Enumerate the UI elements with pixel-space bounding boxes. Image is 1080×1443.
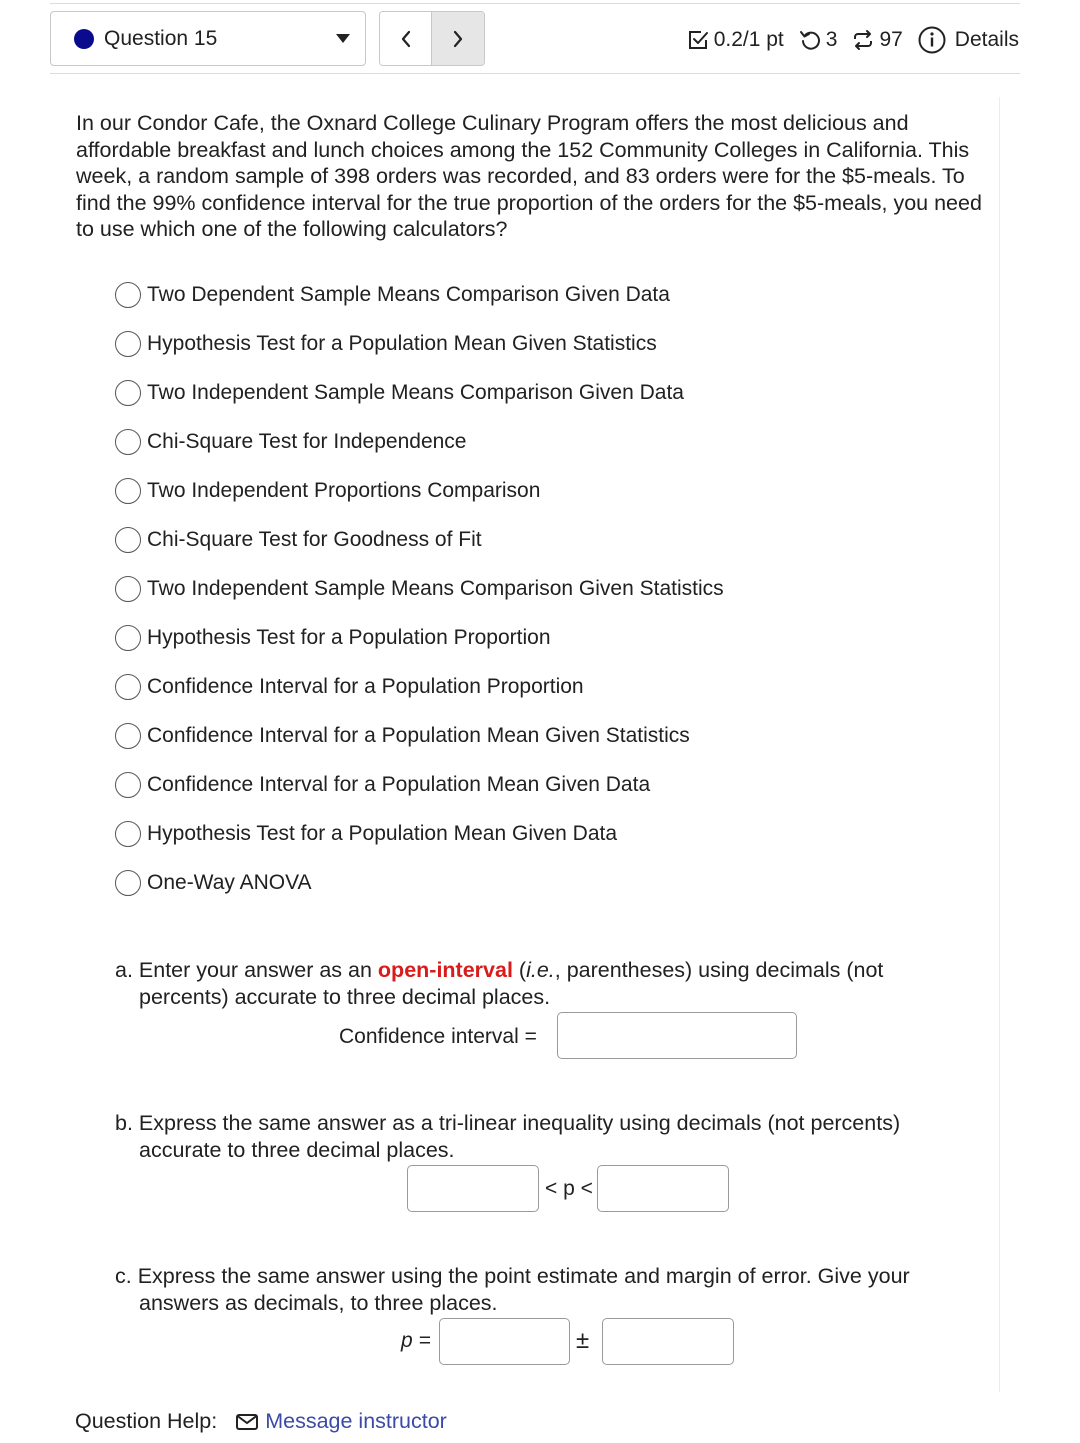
question-selector-label: Question 15 <box>104 26 218 50</box>
answer-option-label: Confidence Interval for a Population Mean Given Data <box>147 772 651 796</box>
answer-option-label: Hypothesis Test for a Population Proportion <box>147 625 551 649</box>
open-interval-highlight: open-interval <box>377 958 513 982</box>
answer-option[interactable] <box>115 270 724 319</box>
top-divider <box>50 3 1020 4</box>
question-help <box>75 1409 447 1434</box>
part-a <box>115 957 975 1010</box>
part-a-instructions <box>115 957 975 1010</box>
question-nav <box>379 11 485 66</box>
part-a-prefix: a. Enter your answer as an <box>115 958 378 982</box>
answer-option-label: Two Independent Sample Means Comparison Given Statistics <box>147 576 724 600</box>
radio-button[interactable] <box>115 870 141 896</box>
question-help-label: Question Help: <box>75 1409 218 1433</box>
message-instructor-link[interactable] <box>235 1409 447 1434</box>
answer-option[interactable] <box>115 417 724 466</box>
repeat-icon <box>851 28 875 52</box>
previous-question-button[interactable] <box>380 12 432 65</box>
radio-button[interactable] <box>115 723 141 749</box>
score-text: 0.2/1 pt <box>713 28 784 51</box>
part-b <box>115 1110 975 1163</box>
part-c-instructions: c. Express the same answer using the point estimate and margin of error. Give your answers as decimals, to three places. <box>115 1264 910 1315</box>
part-b-instructions: b. Express the same answer as a tri-linear inequality using decimals (not percents) accurate to three decimal places. <box>115 1111 901 1162</box>
answer-option-label: Two Independent Sample Means Comparison Given Data <box>147 380 684 404</box>
answer-option-label: Chi-Square Test for Independence <box>147 429 467 453</box>
caret-down-icon <box>336 34 350 43</box>
inequality-middle-label: < p < <box>545 1177 593 1200</box>
retries-indicator <box>798 28 838 52</box>
radio-button[interactable] <box>115 429 141 455</box>
answer-option[interactable] <box>115 711 724 760</box>
lower-bound-input[interactable] <box>407 1165 539 1212</box>
part-a-ie: i.e. <box>526 958 555 982</box>
answer-option-label: Two Independent Proportions Comparison <box>147 478 541 502</box>
attempts-indicator <box>851 28 902 52</box>
part-c <box>115 1263 975 1316</box>
radio-button[interactable] <box>115 674 141 700</box>
margin-of-error-input[interactable] <box>602 1318 734 1365</box>
radio-button[interactable] <box>115 625 141 651</box>
details-label: Details <box>954 28 1019 51</box>
answer-option[interactable] <box>115 564 724 613</box>
answer-option[interactable] <box>115 466 724 515</box>
radio-button[interactable] <box>115 282 141 308</box>
message-instructor-text: Message instructor <box>265 1409 447 1433</box>
answer-option[interactable] <box>115 368 724 417</box>
envelope-icon <box>235 1412 259 1432</box>
part-a-rest: , parentheses) using decimals (not percents) accurate to three decimal places. <box>139 958 884 1009</box>
answer-option-label: Hypothesis Test for a Population Mean Given Statistics <box>147 331 657 355</box>
point-estimate-input[interactable] <box>439 1318 570 1365</box>
confidence-interval-label: Confidence interval = <box>339 1025 537 1048</box>
retry-icon <box>798 28 822 52</box>
answer-option[interactable] <box>115 809 724 858</box>
attempts-count: 97 <box>879 28 903 51</box>
info-icon <box>917 25 947 55</box>
answer-option[interactable] <box>115 760 724 809</box>
upper-bound-input[interactable] <box>597 1165 729 1212</box>
confidence-interval-input[interactable] <box>557 1012 797 1059</box>
next-question-button[interactable] <box>432 12 484 65</box>
answer-options <box>115 270 724 907</box>
header-divider <box>50 73 1020 74</box>
plus-minus-label: ± <box>576 1327 590 1354</box>
radio-button[interactable] <box>115 772 141 798</box>
point-estimate-label: p = <box>401 1329 431 1352</box>
score-indicator <box>686 28 784 52</box>
chevron-right-icon <box>451 29 465 49</box>
question-selector[interactable] <box>50 11 366 66</box>
answer-option-label: Chi-Square Test for Goodness of Fit <box>147 527 482 551</box>
answer-option[interactable] <box>115 662 724 711</box>
question-meta <box>678 22 1019 58</box>
chevron-left-icon <box>399 29 413 49</box>
radio-button[interactable] <box>115 380 141 406</box>
question-status-dot <box>74 29 94 49</box>
answer-option[interactable] <box>115 515 724 564</box>
radio-button[interactable] <box>115 331 141 357</box>
details-button[interactable] <box>917 25 1019 55</box>
radio-button[interactable] <box>115 821 141 847</box>
answer-option-label: Confidence Interval for a Population Proportion <box>147 674 584 698</box>
retries-count: 3 <box>825 28 838 51</box>
check-square-icon <box>686 28 710 52</box>
answer-option[interactable] <box>115 858 724 907</box>
radio-button[interactable] <box>115 527 141 553</box>
answer-option-label: One-Way ANOVA <box>147 870 312 894</box>
question-text: In our Condor Cafe, the Oxnard College Culinary Program offers the most delicious and affordable breakfast and lunch choices among the 152 Community Colleges in California. This week, a random sample of 398 orders was recorded, and 83 orders were for the $5-meals. To find the 99% confidence interval for the true proportion of the orders for the $5-meals, you need to use which one of the following calculators? <box>76 111 982 241</box>
part-a-paren: ( <box>512 958 527 982</box>
radio-button[interactable] <box>115 576 141 602</box>
answer-option[interactable] <box>115 319 724 368</box>
answer-option[interactable] <box>115 613 724 662</box>
radio-button[interactable] <box>115 478 141 504</box>
answer-option-label: Confidence Interval for a Population Mean Given Statistics <box>147 723 690 747</box>
answer-option-label: Hypothesis Test for a Population Mean Given Data <box>147 821 618 845</box>
answer-option-label: Two Dependent Sample Means Comparison Given Data <box>147 282 670 306</box>
